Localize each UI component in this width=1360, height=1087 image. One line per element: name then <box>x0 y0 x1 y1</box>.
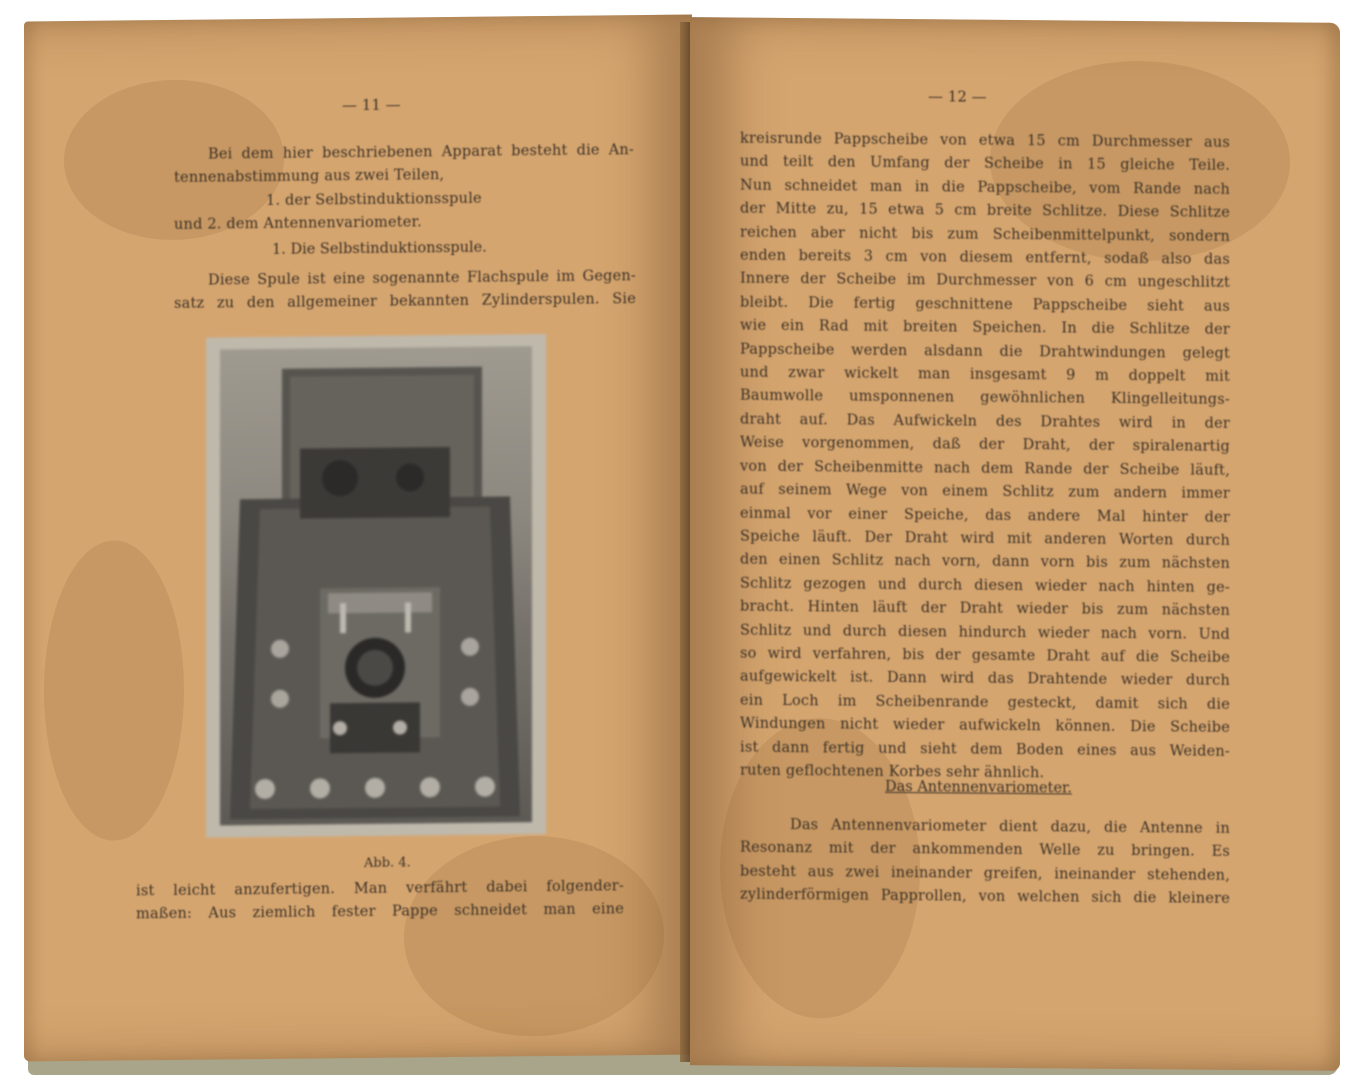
text-line: 1. der Selbstinduktionsspule <box>266 190 482 209</box>
paragraph-intro <box>174 139 634 237</box>
text-line: Baumwolle umsponnenen gewöhnlichen Klingelleitungs- <box>740 388 1230 409</box>
section-heading: Das Antennenvariometer. <box>885 778 1072 797</box>
text-line: ruten geflochtenen Korbes sehr ähnlich. <box>740 762 1045 782</box>
text-line: tennenabstimmung aus zwei Teilen, <box>174 167 445 187</box>
text-line: bracht. Hinten läuft der Draht wieder bis zum nächsten <box>740 598 1230 620</box>
text-line: den einen Schlitz nach vorn, dann vorn bis zum nächsten <box>740 551 1230 573</box>
figure-photo <box>206 334 546 838</box>
text-line: Diese Spule ist eine sogenannte Flachspule im Gegen- <box>208 268 636 289</box>
paper-stain <box>404 835 664 1038</box>
text-line: Schlitz gezogen und durch diesen wieder nach hinten ge- <box>740 575 1230 596</box>
text-line: aufgewickelt ist. Dann wird das Drahtende wieder durch <box>740 668 1230 690</box>
paper-stain <box>44 540 184 841</box>
paragraph-spule <box>174 265 636 317</box>
text-line: enden bereits 3 cm von diesem entfernt, sodaß also das <box>740 247 1230 268</box>
text-line: auf seinem Wege von einem Schlitz zum andern immer <box>740 481 1230 502</box>
text-line: Nun schneidet man in die Pappscheibe, vom Rande nach <box>740 177 1230 198</box>
text-line: Windungen nicht wieder aufwickeln können. Die Scheibe <box>740 715 1230 737</box>
text-line: zylinderförmigen Papprollen, von welchen sich die kleinere <box>740 886 1230 908</box>
text-line: ein Loch im Scheibenrande gesteckt, damit sich die <box>740 692 1230 713</box>
text-line: Innere der Scheibe im Durchmesser von 6 cm ungeschlitzt <box>740 271 1230 292</box>
photo-image <box>220 346 532 825</box>
text-line: Schlitz und durch diesen hindurch wieder nach vorn. Und <box>740 622 1230 643</box>
text-line: maßen: Aus ziemlich fester Pappe schneidet man eine <box>136 901 624 923</box>
text-line: Das Antennenvariometer dient dazu, die Antenne in <box>790 817 1230 837</box>
text-line: so wird verfahren, bis der gesamte Draht auf die Scheibe <box>740 645 1230 666</box>
paragraph-bottom <box>136 875 624 927</box>
left-page <box>24 15 692 1062</box>
text-line: besteht aus zwei ineinander greifen, ineinander stehenden, <box>740 863 1230 884</box>
text-line: von der Scheibenmitte nach dem Rande der Scheibe läuft, <box>740 458 1230 479</box>
text-line: und zwar wickelt man insgesamt 9 m doppelt mit <box>740 364 1230 385</box>
text-line: Weise vorgenommen, daß der Draht, der spiralenartig <box>740 434 1230 456</box>
text-line: einmal vor einer Speiche, das andere Mal hinter der <box>740 505 1230 526</box>
text-line: Resonanz mit der ankommenden Welle zu bringen. Es <box>740 840 1230 861</box>
text-line: Pappscheibe werden alsdann die Drahtwindungen gelegt <box>740 341 1230 362</box>
text-line: kreisrunde Pappscheibe von etwa 15 cm Durchmesser aus <box>740 130 1230 151</box>
apparatus-photo <box>220 346 532 825</box>
text-line: Bei dem hier beschriebenen Apparat besteht die An- <box>208 142 634 163</box>
text-line: bleibt. Die fertig geschnittene Pappscheibe sieht aus <box>740 294 1230 315</box>
text-line: der Mitte zu, 15 etwa 5 cm breite Schlitze. Diese Schlitze <box>740 200 1230 222</box>
text-line: wie ein Rad mit breiten Speichen. In die Schlitze der <box>740 317 1230 339</box>
section-heading: 1. Die Selbstinduktionsspule. <box>272 239 487 258</box>
text-line: satz zu den allgemeiner bekannten Zylinderspulen. Sie <box>174 291 636 313</box>
text-line: draht auf. Das Aufwickeln des Drahtes wird in der <box>740 411 1230 432</box>
text-line: reichen aber nicht bis zum Scheibenmittelpunkt, sondern <box>740 224 1230 245</box>
page-number: — 11 — <box>342 95 401 115</box>
figure-caption: Abb. 4. <box>364 855 411 871</box>
right-page <box>690 17 1340 1071</box>
text-line: ist leicht anzufertigen. Man verfährt dabei folgender- <box>136 878 624 900</box>
text-line: ist dann fertig und sieht dem Boden eines aus Weiden- <box>740 739 1230 760</box>
text-line: Speiche läuft. Der Draht wird mit anderen Worten durch <box>740 528 1230 549</box>
paragraph-variometer <box>740 814 1230 912</box>
paragraph-main <box>740 128 1230 788</box>
text-line: und 2. dem Antennenvariometer. <box>174 214 422 234</box>
text-line: und teilt den Umfang der Scheibe in 15 gleiche Teile. <box>740 154 1230 175</box>
page-number: — 12 — <box>928 87 987 106</box>
